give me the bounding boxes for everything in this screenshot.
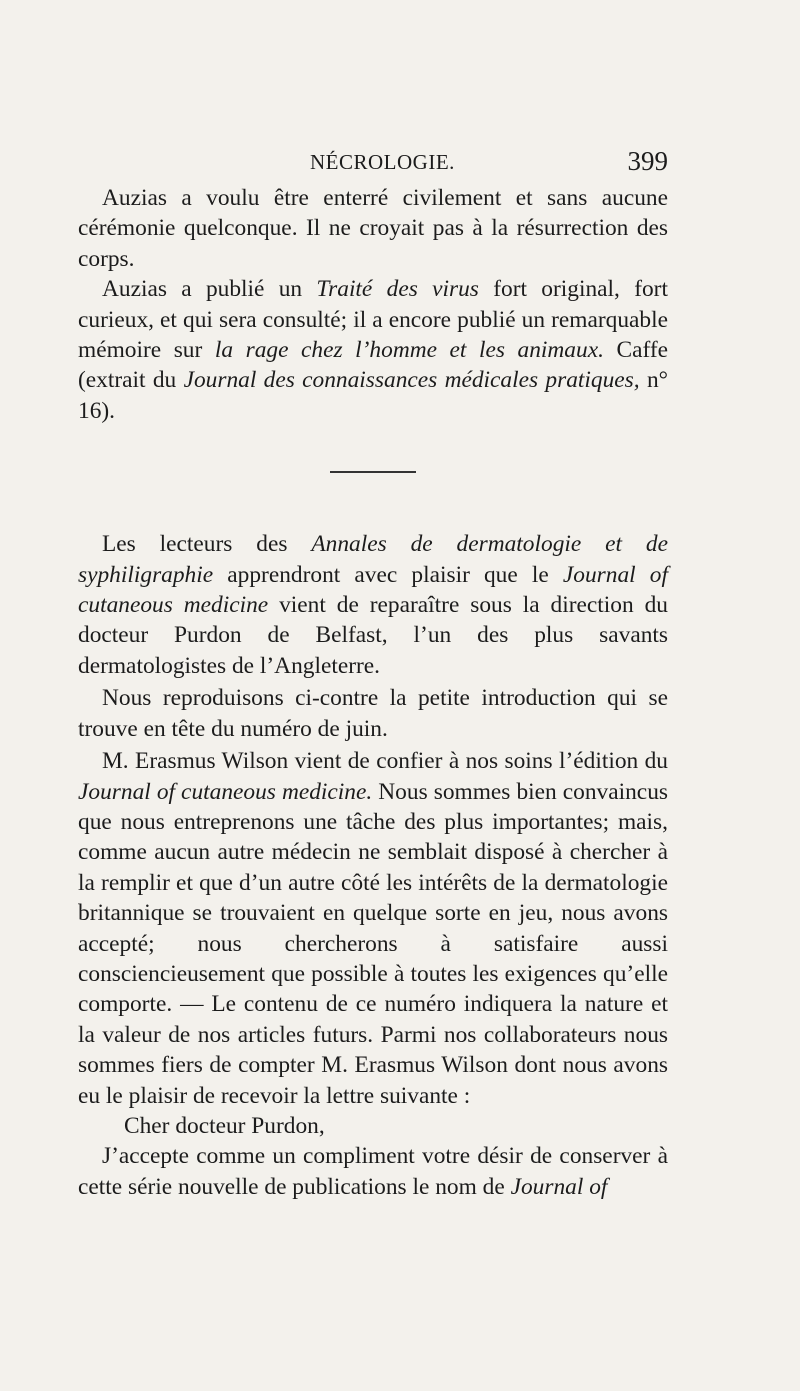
title-la-rage: la rage chez l’homme et les animaux. [214, 337, 604, 364]
title-journal-connaissances: Journal des connaissances médicales pratiques, [183, 367, 640, 394]
letter-salutation: Cher docteur Purdon, [124, 1112, 325, 1139]
section-divider [330, 471, 416, 473]
main-text [78, 183, 668, 1202]
page-number: 399 [627, 146, 668, 176]
letter-body: J’accepte comme un compliment votre désir de conserver à cette série nouvelle de publications le nom de Journal of [78, 1143, 668, 1200]
paragraph-annales: Les lecteurs des Annales de dermatologie et de syphiligraphie apprendront avec plaisir que le Journal of cutaneous medicine vient de reparaître sous la direction du docteur Purdon de Belfast, l’un des plus savants dermatologistes de l’Angleterre. [78, 531, 669, 679]
title-annales: Annales de dermatologie et de syphiligraphie [78, 531, 669, 588]
paragraph-introduction: Nous reproduisons ci-contre la petite introduction qui se trouve en tête du numéro de juin. [78, 685, 668, 742]
title-journal-cutaneous-2: Journal of cutaneous medicine. [78, 778, 373, 805]
paragraph-auzias-burial: Auzias a voulu être enterré civilement et sans aucune cérémonie quelconque. Il ne croyait pas à la résurrection des corps. [78, 185, 668, 272]
title-journal-cutaneous: Journal of cutaneous medicine [78, 561, 668, 619]
paragraph-wilson: M. Erasmus Wilson vient de confier à nos soins l’édition du Journal of cutaneous medicine. Nous sommes bien convaincus que nous entreprenons une tâche des plus importantes; mais, comme aucun autre médecin ne semblait disposé à chercher à la remplir et que d’un autre côté les intérêts de la dermatologie britannique se trouvaient en quelque sorte en jeu, nous avons accepté; nous chercherons à satisfaire aussi consciencieusement que possible à toutes les exigences qu’elle comporte. — Le contenu de ce numéro indiquera la nature et la valeur de nos articles futurs. Parmi nos collaborateurs nous sommes fiers de compter M. Erasmus Wilson dont nous avons eu le plaisir de recevoir la lettre suivante : [78, 748, 668, 1109]
running-head [78, 146, 668, 180]
title-traite-des-virus: Traité des virus [316, 276, 479, 303]
title-journal-of: Journal of [510, 1173, 608, 1200]
running-title: NÉCROLOGIE. [310, 150, 455, 174]
paragraph-auzias-works: Auzias a publié un Traité des virus fort original, fort curieux, et qui sera consulté; il a encore publié un remarquable mémoire sur la rage chez l’homme et les animaux. Caffe (extrait du Journal des connaissances médicales pratiques, n° 16). [78, 276, 669, 424]
